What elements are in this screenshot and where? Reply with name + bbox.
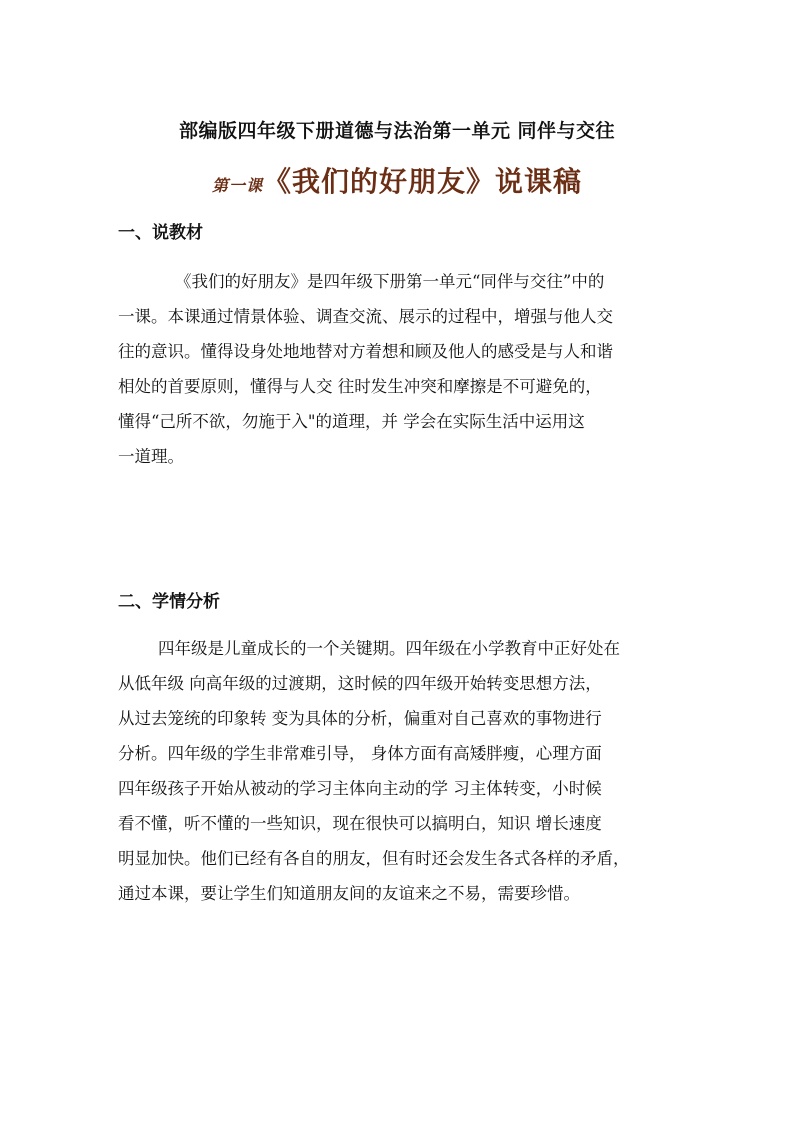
- section-heading: 一、说教材: [118, 223, 203, 243]
- paragraph-line: 分析。四年级的学生非常难引导， 身体方面有高矮胖瘦，心理方面: [118, 744, 602, 763]
- document-subtitle: [0, 160, 794, 200]
- paragraph-line: 懂得“己所不欲，勿施于入"的道理，并 学会在实际生活中运用这: [118, 412, 585, 431]
- paragraph-line: 明显加快。他们已经有各自的朋友，但有时还会发生各式各样的矛盾，: [118, 849, 630, 868]
- paragraph-line: 从低年级 向高年级的过渡期，这时候的四年级开始转变思想方法，: [118, 674, 602, 693]
- paragraph-line: 一课。本课通过情景体验、调查交流、展示的过程中，增强与他人交: [118, 307, 613, 326]
- paragraph-line: 一道理。: [118, 447, 184, 466]
- document-title: 部编版四年级下册道德与法治第一单元 同伴与交往: [178, 120, 616, 142]
- paragraph-line: 从过去笼统的印象转 变为具体的分析，偏重对自己喜欢的事物进行: [118, 709, 602, 728]
- paragraph-line: 四年级孩子开始从被动的学习主体向主动的学 习主体转变，小时候: [118, 779, 602, 798]
- lesson-number: 第一课: [211, 176, 263, 195]
- section-paragraph: [118, 631, 678, 911]
- paragraph-line: 四年级是儿童成长的一个关键期。四年级在小学教育中正好处在: [158, 639, 620, 658]
- paragraph-line: 《我们的好朋友》是四年级下册第一单元“同伴与交往”中的: [175, 272, 605, 291]
- paragraph-line: 通过本课，要让学生们知道朋友间的友谊来之不易，需要珍惜。: [118, 884, 580, 903]
- paragraph-line: 相处的首要原则，懂得与人交 往时发生冲突和摩擦是不可避免的，: [118, 377, 602, 396]
- lesson-name: 《我们的好朋友》说课稿: [263, 165, 583, 198]
- paragraph-line: 看不懂，听不懂的一些知识，现在很快可以搞明白，知识 增长速度: [118, 814, 602, 833]
- section-heading: 二、学情分析: [118, 592, 220, 612]
- section-paragraph: [118, 264, 678, 474]
- paragraph-line: 往的意识。懂得设身处地地替对方着想和顾及他人的感受是与人和谐: [118, 342, 613, 361]
